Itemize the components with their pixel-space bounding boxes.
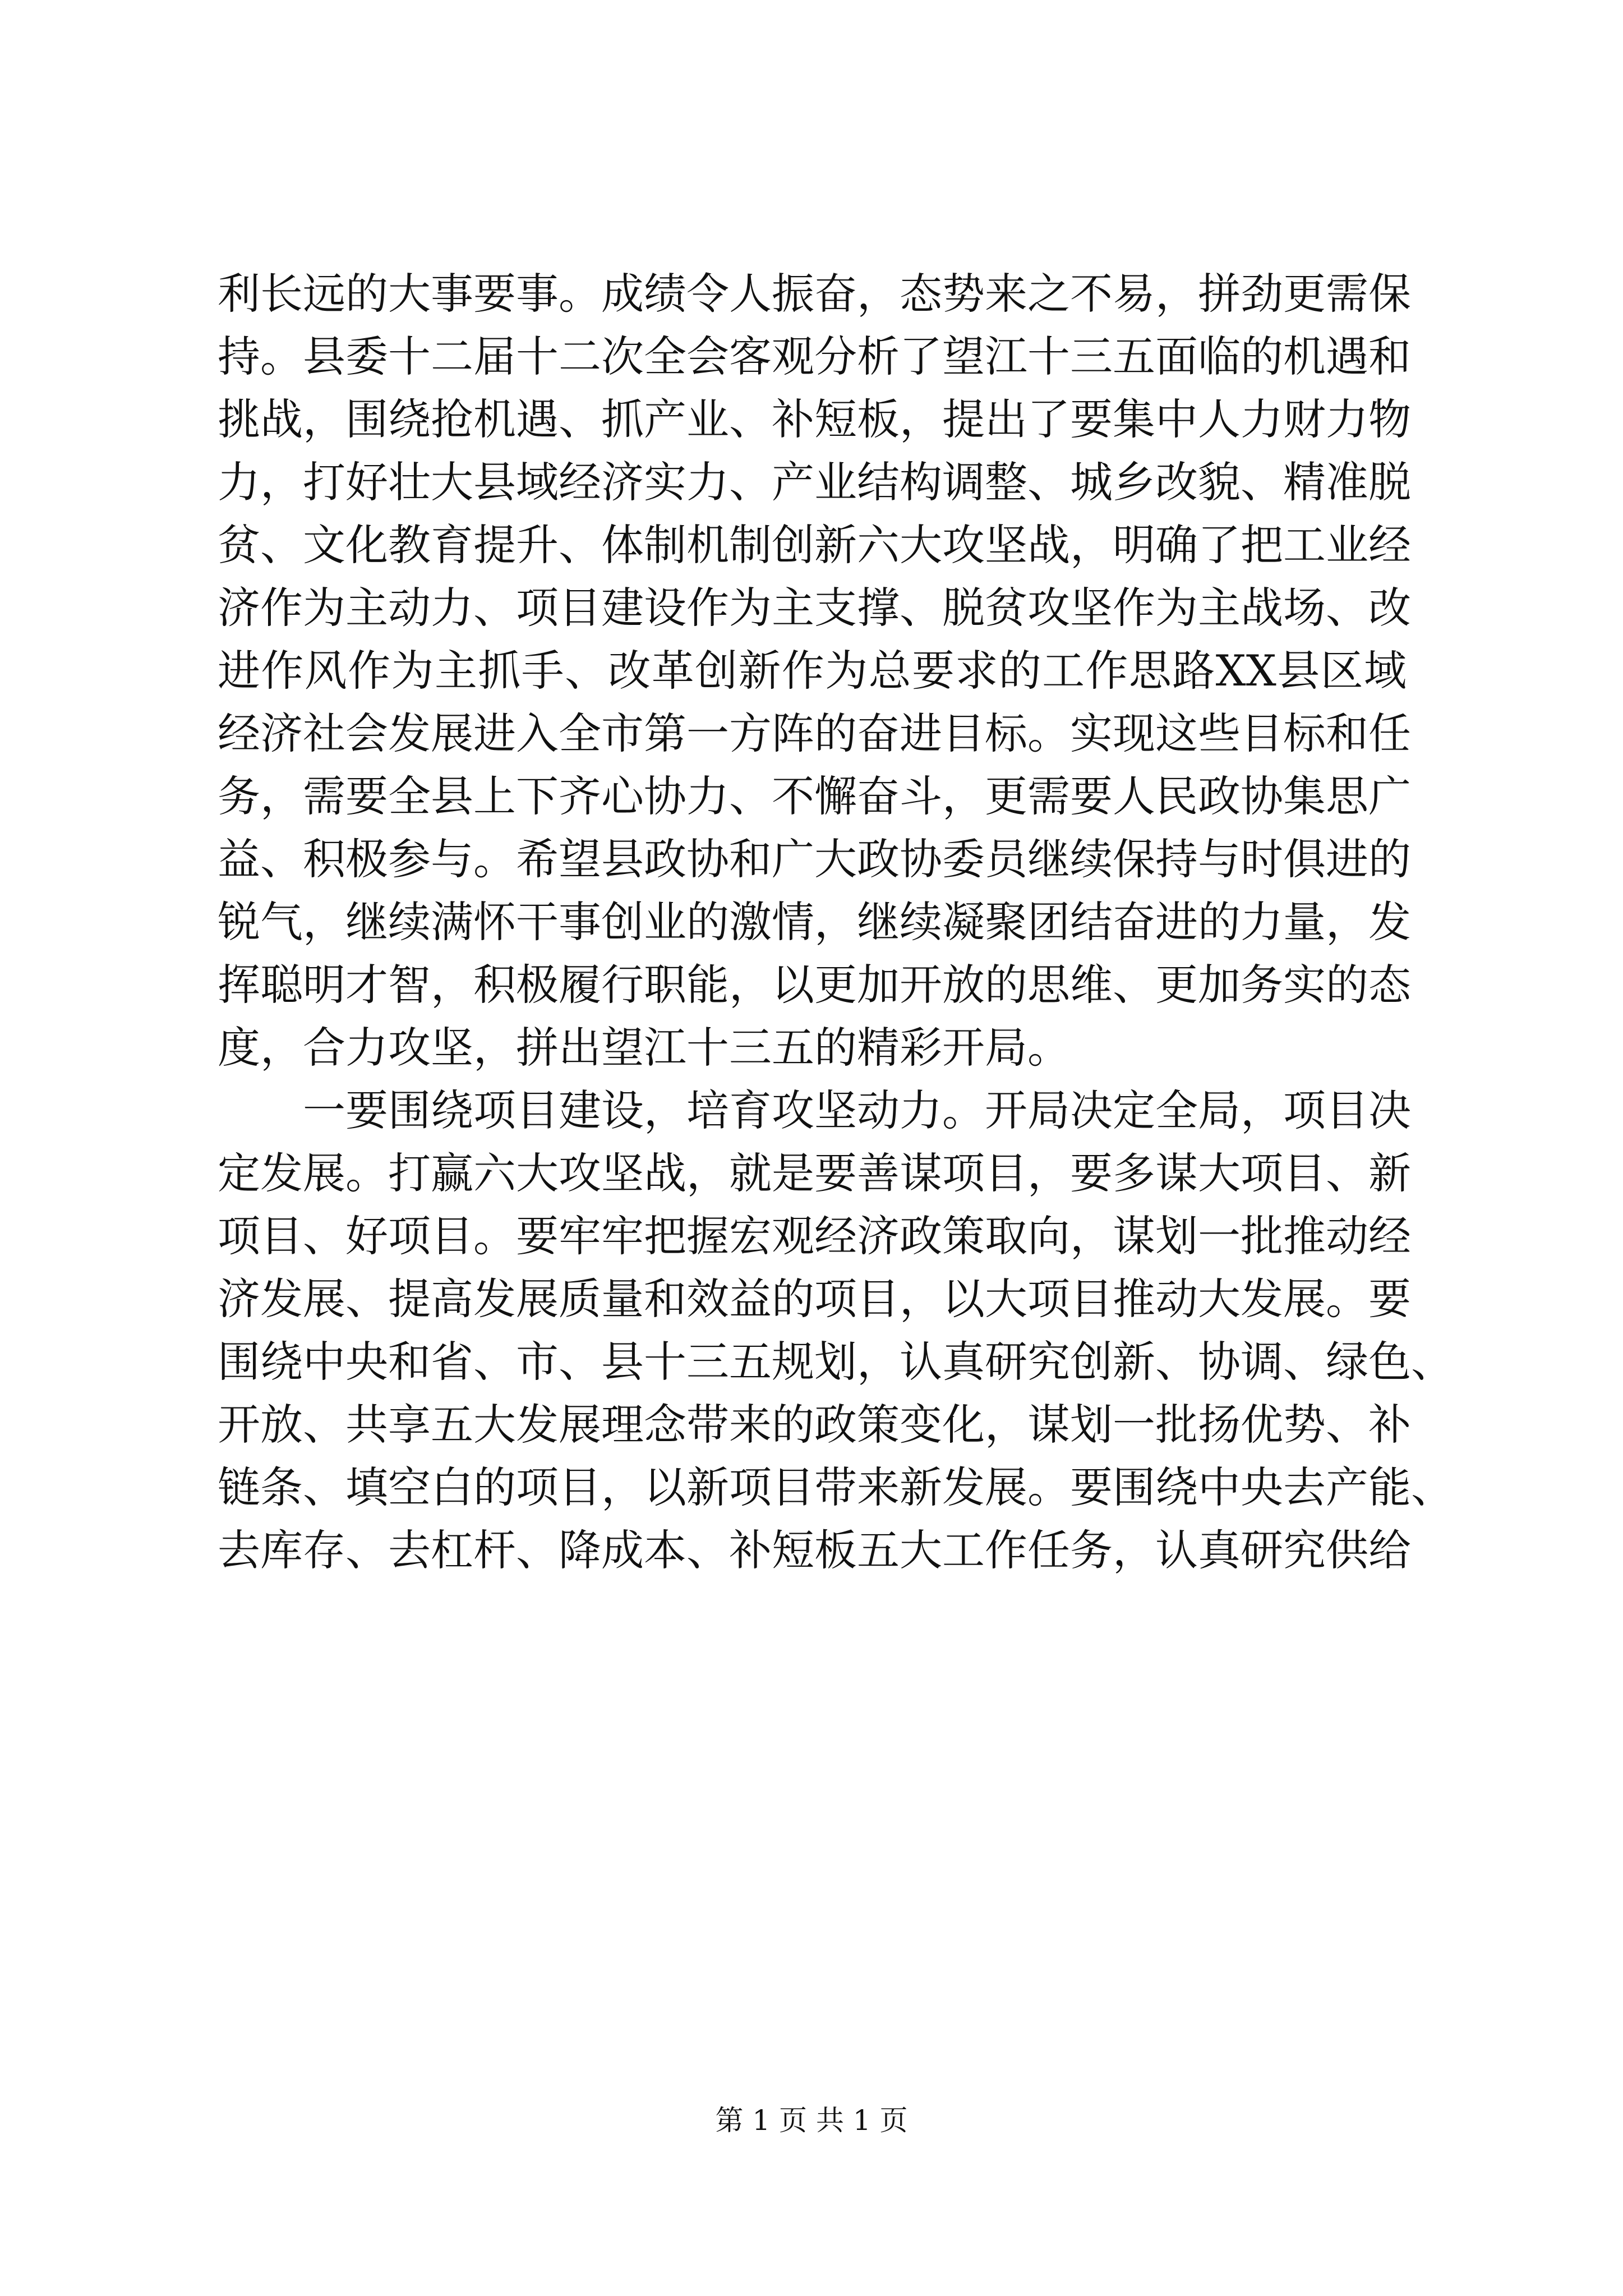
text-line: 一要围绕项目建设，培育攻坚动力。开局决定全局，项目决 xyxy=(303,1085,1411,1135)
text-line: 度，合力攻坚，拼出望江十三五的精彩开局。 xyxy=(218,1023,1070,1073)
text-line: 经济社会发展进入全市第一方阵的奋进目标。实现这些目标和任 xyxy=(218,708,1411,758)
paragraph xyxy=(218,1079,1454,1582)
text-line: 务，需要全县上下齐心协力、不懈奋斗，更需要人民政协集思广 xyxy=(218,771,1411,821)
text-line: 挥聪明才智，积极履行职能，以更加开放的思维、更加务实的态 xyxy=(218,960,1411,1010)
text-line: 持。县委十二届十二次全会客观分析了望江十三五面临的机遇和 xyxy=(218,332,1411,381)
paragraph xyxy=(218,263,1411,1079)
text-line: 定发展。打赢六大攻坚战，就是要善谋项目，要多谋大项目、新 xyxy=(218,1148,1411,1198)
text-line: 挑战，围绕抢机遇、抓产业、补短板，提出了要集中人力财力物 xyxy=(218,394,1411,444)
text-line: 锐气，继续满怀干事创业的激情，继续凝聚团结奋进的力量，发 xyxy=(218,897,1411,947)
text-line: 济作为主动力、项目建设作为主支撑、脱贫攻坚作为主战场、改 xyxy=(218,583,1411,633)
text-line: 贫、文化教育提升、体制机制创新六大攻坚战，明确了把工业经 xyxy=(218,520,1411,570)
text-line: 利长远的大事要事。成绩令人振奋，态势来之不易，拼劲更需保 xyxy=(218,269,1411,319)
text-line: 力，打好壮大县域经济实力、产业结构调整、城乡改貌、精准脱 xyxy=(218,457,1411,507)
page-footer: 第 1 页 共 1 页 xyxy=(715,2104,908,2137)
text-line: 益、积极参与。希望县政协和广大政协委员继续保持与时俱进的 xyxy=(218,834,1411,884)
text-line: 进作风作为主抓手、改革创新作为总要求的工作思路XX县区域 xyxy=(218,646,1407,696)
text-line: 开放、共享五大发展理念带来的政策变化，谋划一批扬优势、补 xyxy=(218,1400,1411,1450)
document-body xyxy=(218,263,1454,1582)
text-line: 围绕中央和省、市、县十三五规划，认真研究创新、协调、绿色、 xyxy=(218,1337,1454,1387)
text-line: 链条、填空白的项目，以新项目带来新发展。要围绕中央去产能、 xyxy=(218,1462,1454,1512)
text-line: 去库存、去杠杆、降成本、补短板五大工作任务，认真研究供给 xyxy=(218,1525,1411,1575)
text-line: 济发展、提高发展质量和效益的项目，以大项目推动大发展。要 xyxy=(218,1274,1411,1324)
text-line: 项目、好项目。要牢牢把握宏观经济政策取向，谋划一批推动经 xyxy=(218,1211,1411,1261)
